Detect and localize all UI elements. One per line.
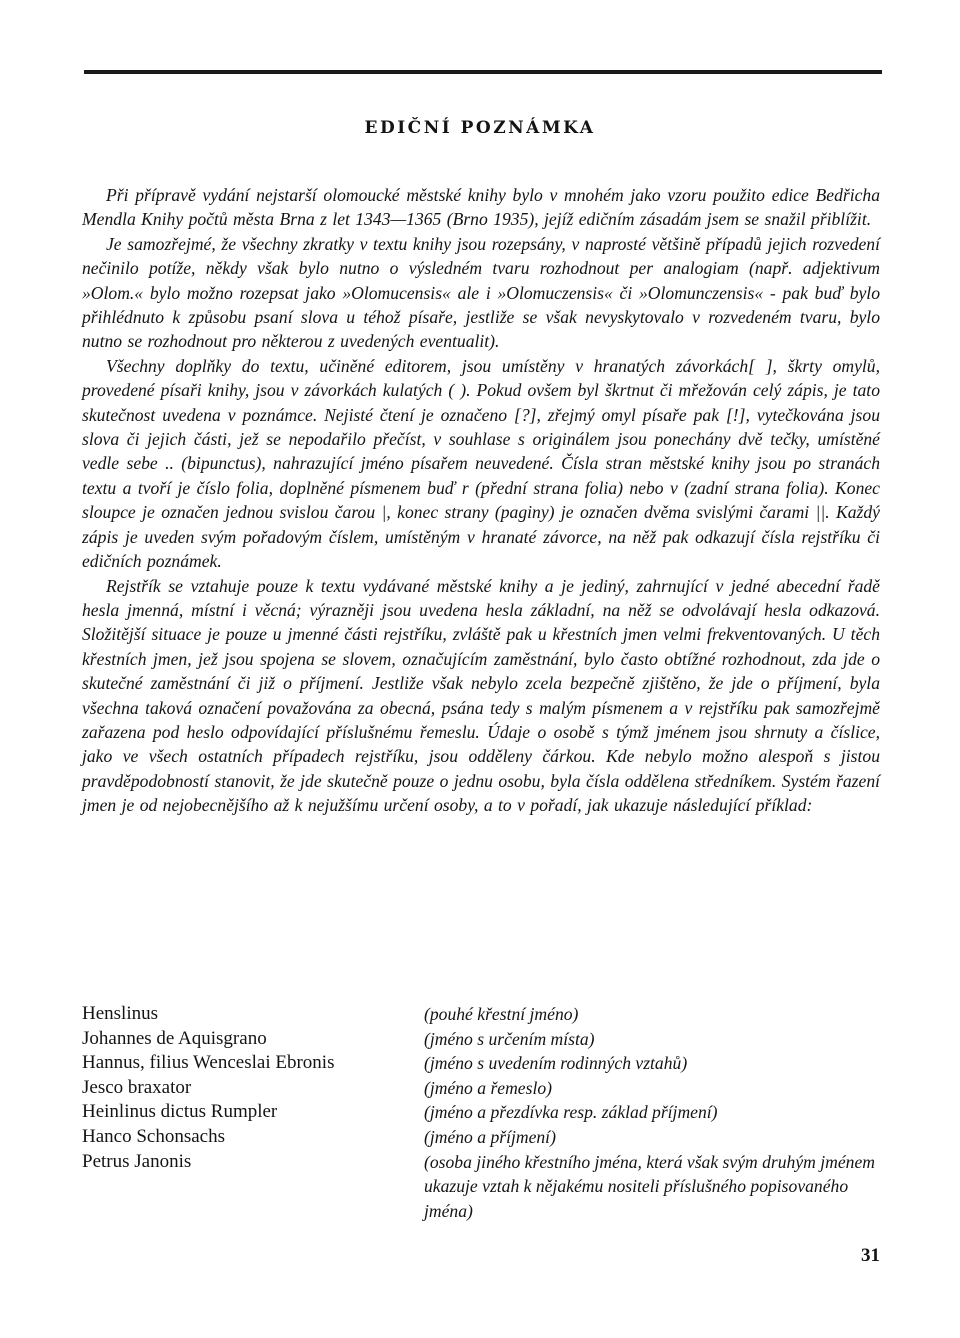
example-name: Henslinus [82, 1003, 158, 1024]
paragraph: Je samozřejmé, že všechny zkratky v textu knihy jsou rozepsány, v naprosté většině případů jejich rozvedení nečinilo potíže, někdy však bylo nutno o výsledném tvaru rozhodnout per analogiam (např. adjektivum »Olom.« bylo možno rozepsat jako »Olomucensis« ale i »Olomuczensis« či »Olomunczensis« - pak buď bylo přihlédnuto k způsobu psaní slova u téhož písaře, jestliže se však nevyskytovalo v rozvedeném tvaru, bylo nutno se rozhodnout pro některou z uvedených eventualit). [82, 233, 880, 352]
example-row [82, 1051, 882, 1076]
example-description: (jméno a přezdívka resp. základ příjmení) [424, 1102, 718, 1123]
example-row [82, 1076, 882, 1101]
example-description: (jméno s určením místa) [424, 1028, 595, 1049]
paragraph: Rejstřík se vztahuje pouze k textu vydávané městské knihy a je jediný, zahrnující v jedné abecední řadě hesla jmenná, místní i věcná; výrazněji jsou uvedena hesla základní, na něž se odvolávají hesla odkazová. Složitější situace je pouze u jmenné části rejstříku, zvláště pak u křestních jmen velmi frekventovaných. U těch křestních jmen, jež jsou spojena se slovem, označujícím zaměstnání, bylo často obtížné rozhodnout, zda jde o skutečné zaměstnání či již o příjmení. Jestliže však nebylo zcela bezpečně zjištěno, že jde o příjmení, byla všechna taková označení považována za obecná, psána tedy s malým písmenem a v rejstříku pak samozřejmě zařazena pod heslo odpovídající příslušnému řemeslu. Údaje o osobě s týmž jménem jsou shrnuty a číslice, jako ve všech ostatních případech rejstříku, jsou odděleny čárkou. Kde nebylo možno alespoň s jistou pravděpodobností stanovit, že jde skutečně pouze o jednu osobu, byla čísla oddělena středníkem. Systém řazení jmen je od nejobecnějšího až k nejužšímu určení osoby, a to v pořadí, jak ukazuje následující příklad: [82, 575, 880, 816]
example-row [82, 1002, 882, 1027]
example-row [82, 1100, 882, 1125]
page-title: EDIČNÍ POZNÁMKA [364, 118, 596, 138]
example-name: Hanco Schonsachs [82, 1125, 225, 1147]
example-name: Heinlinus dictus Rumpler [82, 1101, 278, 1123]
example-name: Jesco braxator [82, 1076, 192, 1098]
paragraph: Všechny doplňky do textu, učiněné editorem, jsou umístěny v hranatých závorkách[ ], škrty omylů, provedené písaři knihy, jsou v závorkách kulatých ( ). Pokud ovšem byl škrtnut či mřežován celý zápis, je tato skutečnost uvedena v poznámce. Nejisté čtení je označeno [?], zřejmý omyl písaře pak [!], vytečkována jsou slova či jejich části, jež se nepodařilo přečíst, v souhlase s originálem jsou ponechány dvě tečky, umístěné vedle sebe .. (bipunctus), nahrazující jméno písařem neuvedené. Čísla stran městské knihy jsou po stranách textu a tvoří je číslo folia, doplněné písmenem buď r (přední strana folia) nebo v (zadní strana folia). Konec sloupce je označen jednou svislou čarou |, konec strany (paginy) je označen dvěma svislými čarami ||. Každý zápis je uveden svým pořadovým číslem, umístěným v hranaté závorce, na něž pak odkazují čísla rejstříku či edičních poznámek. [82, 355, 880, 572]
example-row [82, 1027, 882, 1052]
example-description: (jméno a příjmení) [424, 1126, 556, 1147]
example-row [82, 1150, 882, 1224]
name-examples-table [82, 1002, 882, 1223]
example-description: (osoba jiného křestního jména, která však svým druhým jménem ukazuje vztah k nějakému nositeli příslušného popisovaného jména) [424, 1151, 875, 1221]
example-description: (jméno s uvedením rodinných vztahů) [424, 1053, 688, 1074]
example-name: Petrus Janonis [82, 1150, 192, 1172]
paragraph: Při přípravě vydání nejstarší olomoucké městské knihy bylo v mnohém jako vzoru použito edice Bedřicha Mendla Knihy počtů města Brna z let 1343—1365 (Brno 1935), jejíž edičním zásadám jsem se snažil přiblížit. [82, 185, 880, 230]
page-number: 31 [861, 1245, 880, 1266]
example-description: (jméno a řemeslo) [424, 1077, 553, 1098]
example-name: Hannus, filius Wenceslai Ebronis [82, 1052, 335, 1074]
example-description: (pouhé křestní jméno) [424, 1004, 579, 1024]
top-rule [84, 70, 882, 74]
body-text [82, 183, 880, 818]
example-row [82, 1125, 882, 1150]
example-name: Johannes de Aquisgrano [82, 1027, 267, 1049]
